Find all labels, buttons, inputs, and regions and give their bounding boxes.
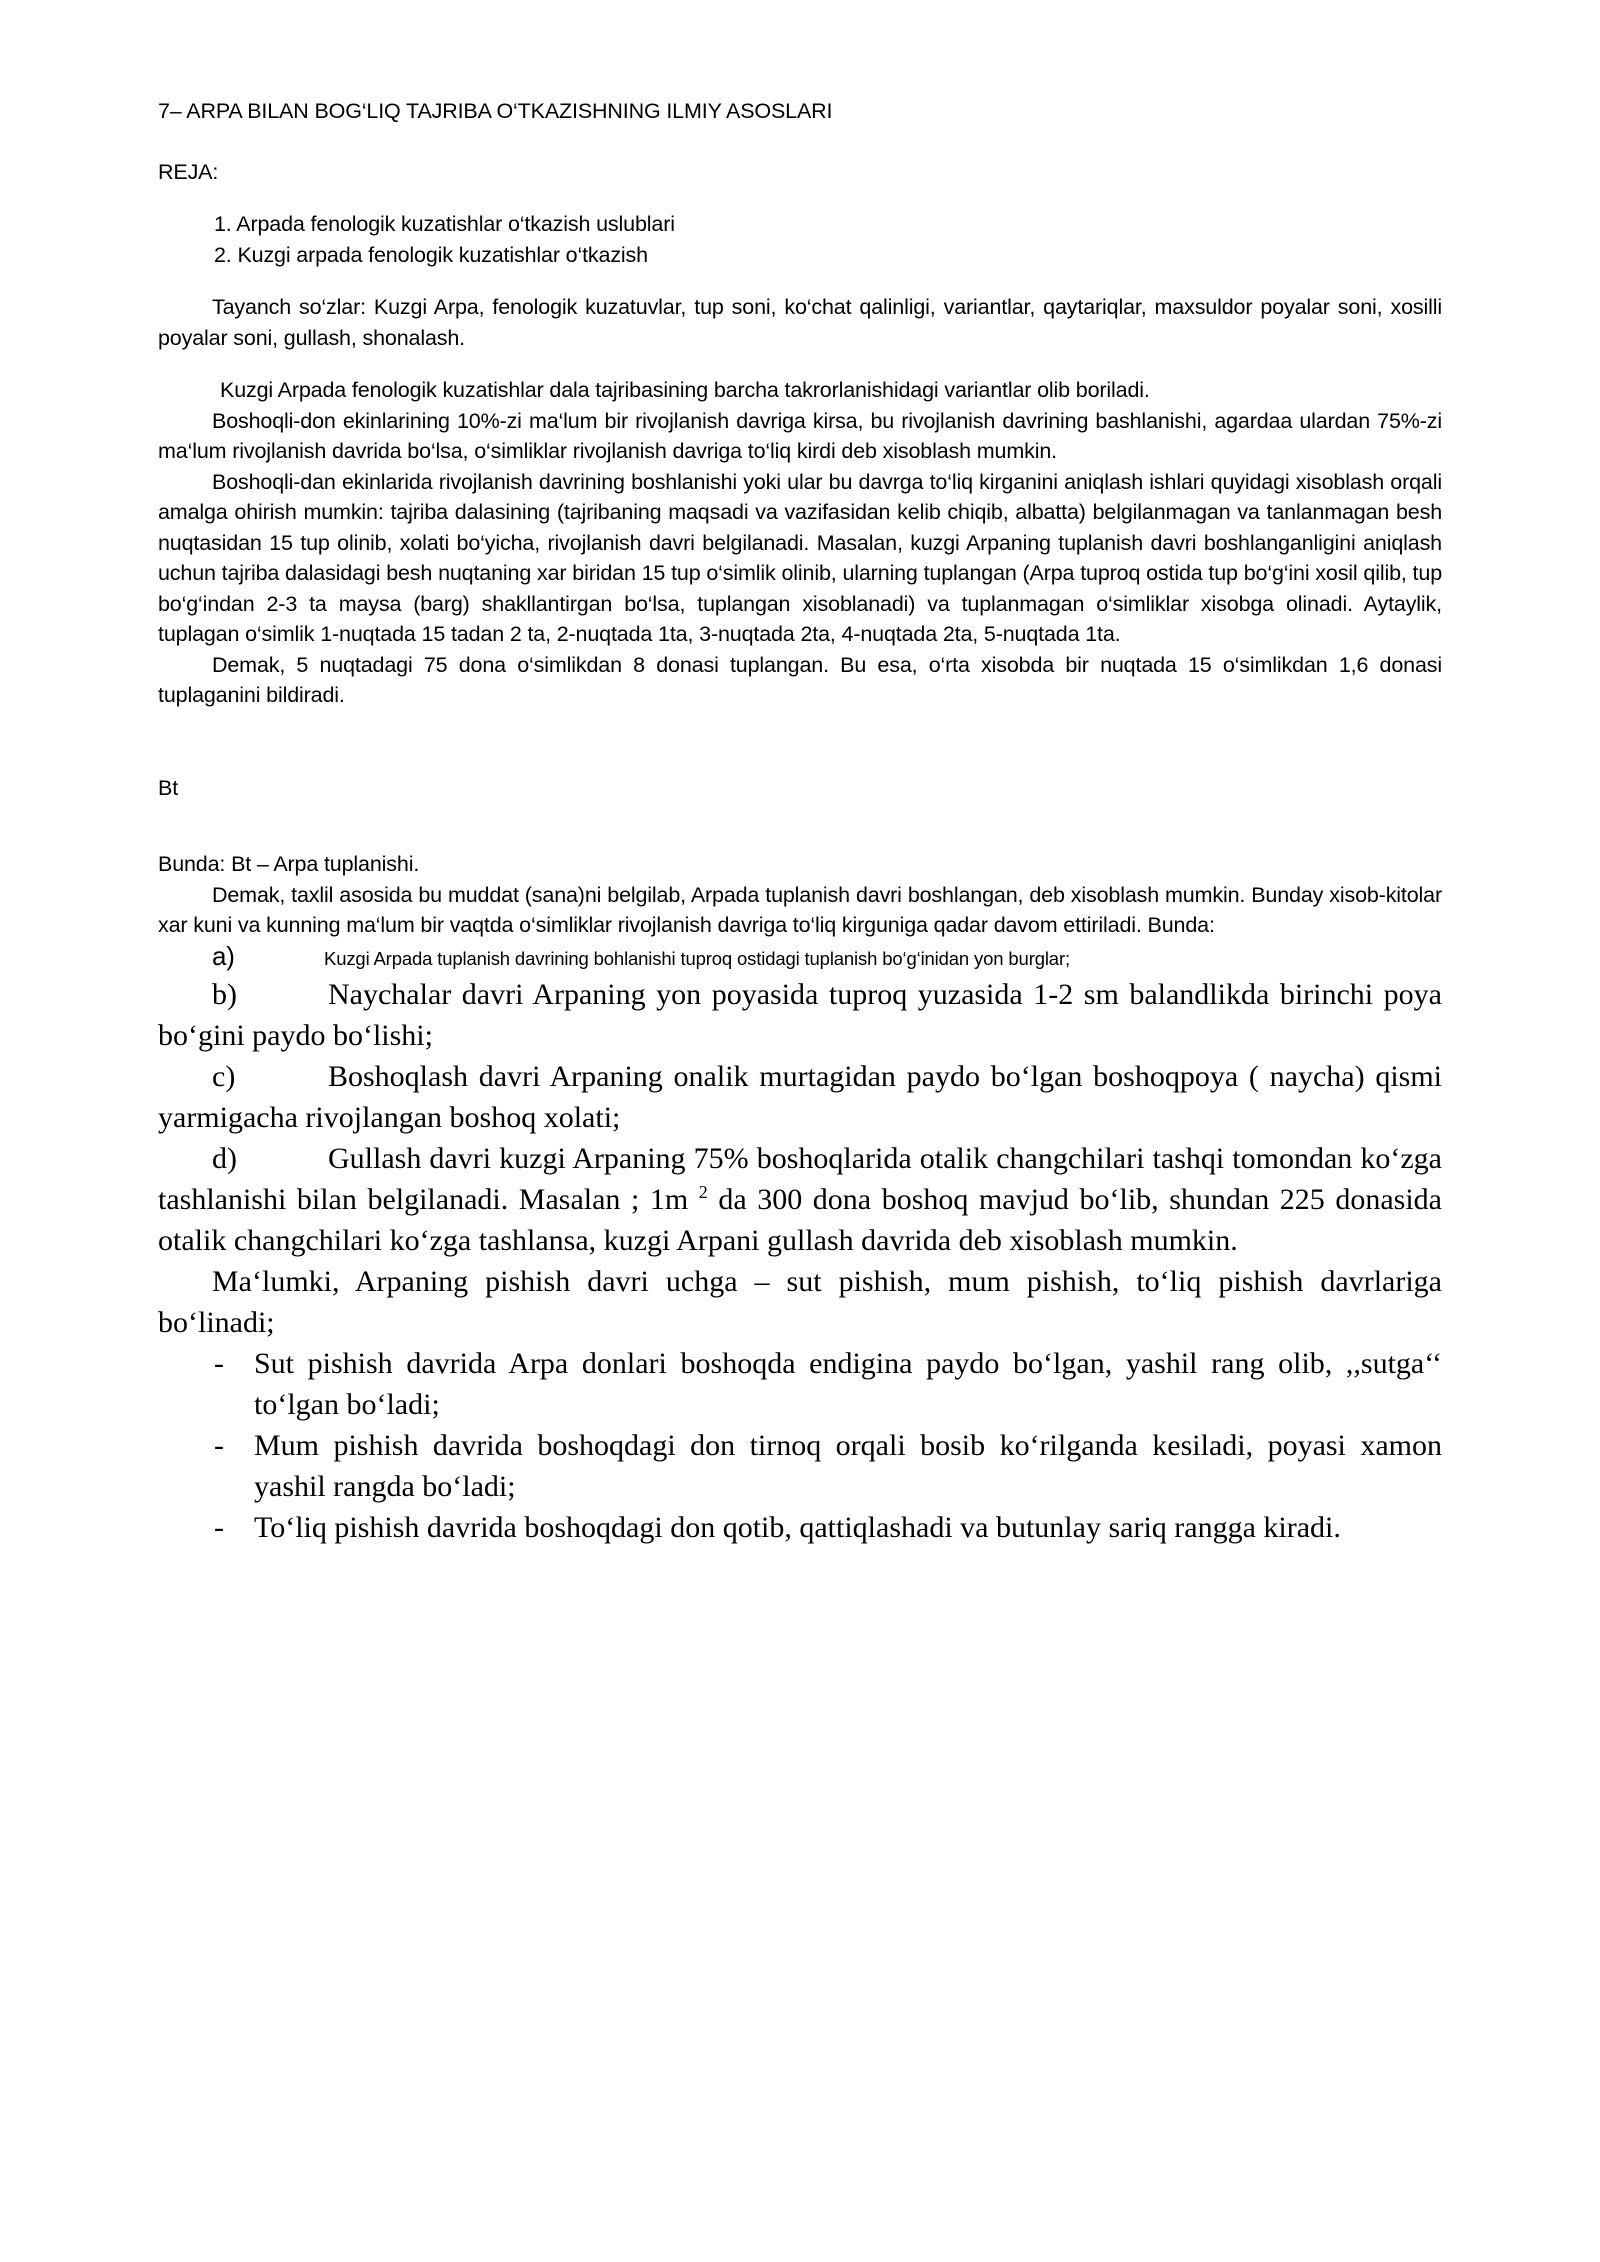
dash-bullet-3-text: To‘liq pishish davrida boshoqdagi don qotib, qattiqlashadi va butunlay sariq rangga kiradi. — [254, 1511, 1341, 1544]
sans-section — [158, 96, 1442, 974]
lettered-item-a — [158, 941, 1442, 975]
dash-bullet-3 — [158, 1507, 1442, 1548]
dash-bullet-2-text: Mum pishish davrida boshoqdagi don tirnoq orqali bosib ko‘rilganda kesiladi, poyasi xamon yashil rangda bo‘ladi; — [254, 1429, 1442, 1503]
spacer — [158, 127, 1442, 157]
spacer — [158, 187, 1442, 209]
lettered-item-a-marker: a) — [212, 940, 235, 971]
lettered-item-a-text: Kuzgi Arpada tuplanish davrining bohlanishi tuproq ostidagi tuplanish bo‘g‘inidan yon burglar; — [324, 947, 1070, 969]
lettered-item-d-text-part1: Gullash davri kuzgi Arpaning 75% boshoqlarida otalik changchilari tashqi tomondan ko‘zga tashlanishi bilan belgilanadi. Masalan ; 1m — [158, 1142, 1442, 1216]
square-superscript: 2 — [698, 1182, 708, 1202]
document-heading: 7– ARPA BILAN BOG‘LIQ TAJRIBA O‘TKAZISHNING ILMIY ASOSLARI — [158, 99, 833, 123]
formula-label: Bt — [158, 775, 179, 800]
lettered-item-c — [158, 1056, 1442, 1138]
dash-bullet-1-text: Sut pishish davrida Arpa donlari boshoqda endigina paydo bo‘lgan, yashil rang olib, ,,sutga‘‘ to‘lgan bo‘ladi; — [254, 1347, 1442, 1421]
lettered-item-d-marker: d) — [212, 1142, 237, 1175]
bunda-line: Bunda: Bt – Arpa tuplanishi. — [158, 852, 420, 876]
lettered-item-d — [158, 1138, 1442, 1261]
spacer — [158, 711, 1442, 773]
document-content — [158, 96, 1442, 1548]
spacer — [158, 270, 1442, 292]
lettered-item-b-marker: b) — [212, 978, 237, 1011]
serif-section — [158, 974, 1442, 1548]
spacer — [158, 803, 1442, 849]
body-paragraph-3: Boshoqli-dan ekinlarida rivojlanish davrining boshlanishi yoki ular bu davrga to‘liq kirganini aniqlash ishlari quyidagi xisoblash orqali amalga ohirish mumkin: tajriba dalasining (tajribaning maqsadi va vazifasidan kelib chiqib, albatta) belgilanmagan va tanlanmagan besh nuqtasidan 15 tup olinib, xolati bo‘yicha, rivojlanish davri belgilanadi. Masalan, kuzgi Arpaning tuplanish davri boshlanganligini aniqlash uchun tajriba dalasidagi besh nuqtaning xar biridan 15 tup o‘simlik olinib, ularning tuplangan (Arpa tuproq ostida tup bo‘g‘ini xosil qilib, tup bo‘g‘indan 2-3 ta maysa (barg) shakllantirgan bo‘lsa, tuplangan xisoblanadi) va tuplanmagan o‘simliklar xisobga olinadi. Aytaylik, tuplagan o‘simlik 1-nuqtada 15 tadan 2 ta, 2-nuqtada 1ta, 3-nuqtada 2ta, 4-nuqtada 2ta, 5-nuqtada 1ta. — [158, 469, 1442, 646]
spacer — [158, 353, 1442, 375]
dash-marker-icon: - — [214, 1347, 224, 1380]
dash-bullet-2 — [158, 1425, 1442, 1507]
reja-label: REJA: — [158, 159, 219, 184]
dash-bullet-list — [158, 1343, 1442, 1548]
reja-item-1: 1. Arpada fenologik kuzatishlar o‘tkazish uslublari — [214, 212, 675, 236]
lettered-item-d-text-part2: da 300 dona boshoq mavjud bo‘lib, shundan 225 donasida otalik changchilari ko‘zga tashlansa, kuzgi Arpani gullash davrida deb xisoblash mumkin. — [158, 1183, 1442, 1257]
body-paragraph-2: Boshoqli-don ekinlarining 10%-zi ma‘lum bir rivojlanish davriga kirsa, bu rivojlanish davrining bashlanishi, agardaa ulardan 75%-zi ma‘lum rivojlanish davrida bo‘lsa, o‘simliklar rivojlanish davriga to‘liq kirdi deb xisoblash mumkin. — [158, 408, 1442, 463]
lettered-item-c-text: Boshoqlash davri Arpaning onalik murtagidan paydo bo‘lgan boshoqpoya ( naycha) qismi yarmigacha rivojlangan boshoq xolati; — [158, 1060, 1442, 1134]
dash-marker-icon: - — [214, 1511, 224, 1544]
dash-bullet-1 — [158, 1343, 1442, 1425]
reja-item-2: 2. Kuzgi arpada fenologik kuzatishlar o‘tkazish — [214, 242, 648, 267]
lettered-item-b-text: Naychalar davri Arpaning yon poyasida tuproq yuzasida 1-2 sm balandlikda birinchi poya bo‘gini paydo bo‘lishi; — [158, 978, 1442, 1052]
malumki-paragraph: Ma‘lumki, Arpaning pishish davri uchga – sut pishish, mum pishish, to‘liq pishish davrlariga bo‘linadi; — [158, 1265, 1442, 1339]
body-paragraph-4: Demak, 5 nuqtadagi 75 dona o‘simlikdan 8 donasi tuplangan. Bu esa, o‘rta xisobda bir nuqtada 15 o‘simlikdan 1,6 donasi tuplaganini bildiradi. — [158, 652, 1442, 707]
demak-paragraph: Demak, taxlil asosida bu muddat (sana)ni belgilab, Arpada tuplanish davri boshlangan, deb xisoblash mumkin. Bunday xisob-kitolar xar kuni va kunning ma‘lum bir vaqtda o‘simliklar rivojlanish davriga to‘liq kirguniga qadar davom ettiriladi. Bunda: — [158, 882, 1442, 937]
reja-list — [158, 209, 1442, 270]
dash-marker-icon: - — [214, 1429, 224, 1462]
body-paragraph-1: Kuzgi Arpada fenologik kuzatishlar dala tajribasining barcha takrorlanishidagi variantlar olib boriladi. — [220, 378, 1150, 402]
lettered-item-b — [158, 974, 1442, 1056]
keywords-paragraph: Tayanch so‘zlar: Kuzgi Arpa, fenologik kuzatuvlar, tup soni, ko‘chat qalinligi, variantlar, qaytariqlar, maxsuldor poyalar soni, xosilli poyalar soni, gullash, shonalash. — [158, 295, 1442, 350]
lettered-item-c-marker: c) — [212, 1060, 236, 1093]
